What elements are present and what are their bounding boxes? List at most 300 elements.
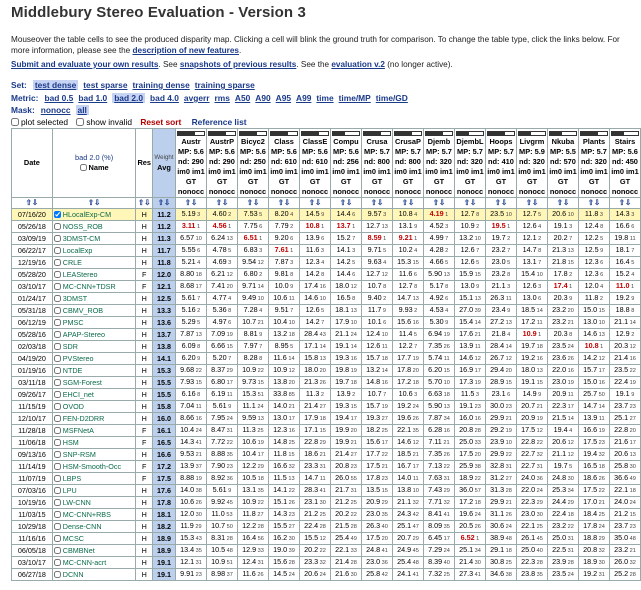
result-cell[interactable]: [454, 329, 485, 341]
result-cell[interactable]: [299, 437, 330, 449]
result-cell[interactable]: [547, 365, 578, 377]
method-name[interactable]: Dense-CNN: [62, 521, 102, 531]
result-cell[interactable]: [330, 413, 361, 425]
col-avg-header[interactable]: [153, 129, 176, 198]
result-cell[interactable]: [361, 305, 392, 317]
result-cell[interactable]: [237, 569, 268, 581]
result-cell[interactable]: [175, 341, 206, 353]
result-cell[interactable]: [547, 413, 578, 425]
col-classe-header[interactable]: [299, 129, 330, 198]
dataset-l4[interactable]: GT: [588, 177, 600, 186]
result-cell[interactable]: [392, 365, 423, 377]
result-cell[interactable]: [485, 317, 516, 329]
method-name[interactable]: EHCI_net: [62, 389, 94, 399]
dataset-l3[interactable]: im0 im1: [239, 167, 267, 176]
table-row[interactable]: [12, 437, 641, 449]
result-cell[interactable]: [578, 533, 609, 545]
result-cell[interactable]: [268, 497, 299, 509]
result-cell[interactable]: [423, 533, 454, 545]
row-name[interactable]: [52, 509, 136, 521]
col-djemb-header[interactable]: [423, 129, 454, 198]
result-cell[interactable]: [361, 533, 392, 545]
result-cell[interactable]: [578, 293, 609, 305]
row-name[interactable]: [52, 329, 136, 341]
result-cell[interactable]: [237, 221, 268, 233]
result-cell[interactable]: [175, 269, 206, 281]
table-row[interactable]: [12, 485, 641, 497]
result-cell[interactable]: [237, 245, 268, 257]
result-cell[interactable]: [175, 461, 206, 473]
result-cell[interactable]: [485, 209, 516, 221]
result-cell[interactable]: [578, 425, 609, 437]
result-cell[interactable]: [516, 437, 547, 449]
metric-option-a90[interactable]: A90: [255, 93, 271, 103]
table-row[interactable]: [12, 377, 641, 389]
sort-down-icon[interactable]: ⇩: [593, 198, 601, 207]
result-cell[interactable]: [547, 473, 578, 485]
result-cell[interactable]: [392, 305, 423, 317]
result-cell[interactable]: [485, 305, 516, 317]
result-cell[interactable]: [237, 389, 268, 401]
table-row[interactable]: [12, 449, 641, 461]
result-cell[interactable]: [485, 485, 516, 497]
result-cell[interactable]: [299, 305, 330, 317]
col-compu-header[interactable]: [330, 129, 361, 198]
sort-down-icon[interactable]: ⇩: [283, 198, 291, 207]
result-cell[interactable]: [268, 377, 299, 389]
result-cell[interactable]: [206, 461, 237, 473]
result-cell[interactable]: [516, 365, 547, 377]
result-cell[interactable]: [206, 293, 237, 305]
result-cell[interactable]: [609, 221, 640, 233]
row-checkbox[interactable]: [54, 379, 61, 386]
result-cell[interactable]: [485, 389, 516, 401]
result-cell[interactable]: [175, 209, 206, 221]
method-name[interactable]: FEN-D2DRR: [62, 413, 105, 423]
dataset-l3[interactable]: im0 im1: [487, 167, 515, 176]
result-cell[interactable]: [299, 521, 330, 533]
method-name[interactable]: APAP-Stereo: [62, 329, 105, 339]
result-cell[interactable]: [392, 233, 423, 245]
result-cell[interactable]: [485, 341, 516, 353]
method-name[interactable]: NOSS_ROB: [62, 221, 103, 231]
result-cell[interactable]: [206, 437, 237, 449]
table-row[interactable]: [12, 497, 641, 509]
evaluation-v2-link[interactable]: evaluation v.2: [331, 60, 385, 69]
table-row[interactable]: [12, 365, 641, 377]
result-cell[interactable]: [392, 245, 423, 257]
result-cell[interactable]: [423, 317, 454, 329]
result-cell[interactable]: [268, 449, 299, 461]
result-cell[interactable]: [237, 449, 268, 461]
row-checkbox[interactable]: [54, 391, 61, 398]
result-cell[interactable]: [547, 425, 578, 437]
result-cell[interactable]: [454, 377, 485, 389]
result-cell[interactable]: [423, 545, 454, 557]
result-cell[interactable]: [361, 341, 392, 353]
sort-down-icon[interactable]: ⇩: [31, 198, 39, 207]
result-cell[interactable]: [268, 305, 299, 317]
method-name[interactable]: LEAStereo: [62, 269, 98, 279]
result-cell[interactable]: [454, 317, 485, 329]
result-cell[interactable]: [547, 209, 578, 221]
result-cell[interactable]: [578, 557, 609, 569]
method-name[interactable]: LocalExp: [62, 245, 93, 255]
result-cell[interactable]: [206, 257, 237, 269]
row-name[interactable]: [52, 533, 136, 545]
result-cell[interactable]: [609, 293, 640, 305]
result-cell[interactable]: [609, 209, 640, 221]
result-cell[interactable]: [547, 485, 578, 497]
result-cell[interactable]: [175, 437, 206, 449]
result-cell[interactable]: [175, 281, 206, 293]
result-cell[interactable]: [175, 245, 206, 257]
result-cell[interactable]: [330, 305, 361, 317]
result-cell[interactable]: [485, 425, 516, 437]
result-cell[interactable]: [361, 353, 392, 365]
result-cell[interactable]: [392, 437, 423, 449]
reference-list-button[interactable]: Reference list: [191, 117, 247, 127]
result-cell[interactable]: [423, 293, 454, 305]
result-cell[interactable]: [578, 377, 609, 389]
result-cell[interactable]: [423, 497, 454, 509]
result-cell[interactable]: [547, 377, 578, 389]
result-cell[interactable]: [609, 509, 640, 521]
result-cell[interactable]: [392, 341, 423, 353]
result-cell[interactable]: [516, 221, 547, 233]
sort-up-icon[interactable]: ⇧: [618, 198, 625, 207]
result-cell[interactable]: [361, 413, 392, 425]
dataset-l4[interactable]: GT: [526, 177, 538, 186]
result-cell[interactable]: [423, 473, 454, 485]
result-cell[interactable]: [609, 233, 640, 245]
result-cell[interactable]: [423, 509, 454, 521]
result-cell[interactable]: [361, 281, 392, 293]
result-cell[interactable]: [392, 497, 423, 509]
sort-down-icon[interactable]: ⇩: [376, 198, 384, 207]
result-cell[interactable]: [361, 389, 392, 401]
set-option-training-dense[interactable]: training dense: [132, 80, 190, 90]
result-cell[interactable]: [361, 317, 392, 329]
result-cell[interactable]: [547, 461, 578, 473]
sort-up-icon[interactable]: ⇧: [432, 198, 439, 207]
result-cell[interactable]: [299, 221, 330, 233]
sort-down-icon[interactable]: ⇩: [624, 198, 632, 207]
result-cell[interactable]: [485, 245, 516, 257]
sort-arrows[interactable]: [237, 198, 268, 209]
method-name[interactable]: 3DMST: [62, 293, 88, 303]
result-cell[interactable]: [330, 209, 361, 221]
result-cell[interactable]: [392, 329, 423, 341]
result-cell[interactable]: [423, 569, 454, 581]
row-name[interactable]: [52, 473, 136, 485]
result-cell[interactable]: [206, 425, 237, 437]
result-cell[interactable]: [578, 485, 609, 497]
sort-up-icon[interactable]: ⇧: [157, 198, 164, 207]
result-cell[interactable]: [578, 365, 609, 377]
weight-bar[interactable]: [301, 131, 329, 136]
result-cell[interactable]: [609, 269, 640, 281]
result-cell[interactable]: [268, 245, 299, 257]
dataset-l3[interactable]: im0 im1: [177, 167, 205, 176]
set-option-test-sparse[interactable]: test sparse: [83, 80, 128, 90]
dataset-l4[interactable]: GT: [464, 177, 476, 186]
sort-arrows[interactable]: [153, 198, 176, 209]
weight-bar[interactable]: [270, 131, 298, 136]
result-cell[interactable]: [330, 425, 361, 437]
result-cell[interactable]: [330, 437, 361, 449]
result-cell[interactable]: [361, 485, 392, 497]
metric-option-time-mp[interactable]: time/MP: [338, 93, 371, 103]
result-cell[interactable]: [299, 425, 330, 437]
result-cell[interactable]: [206, 317, 237, 329]
result-cell[interactable]: [609, 485, 640, 497]
dataset-l4[interactable]: GT: [402, 177, 414, 186]
weight-bar[interactable]: [239, 131, 267, 136]
result-cell[interactable]: [268, 425, 299, 437]
result-cell[interactable]: [361, 401, 392, 413]
row-name[interactable]: [52, 221, 136, 233]
result-cell[interactable]: [454, 545, 485, 557]
result-cell[interactable]: [485, 413, 516, 425]
sort-up-icon[interactable]: ⇧: [184, 198, 191, 207]
result-cell[interactable]: [392, 509, 423, 521]
result-cell[interactable]: [423, 377, 454, 389]
row-checkbox[interactable]: [54, 475, 61, 482]
row-name[interactable]: [52, 461, 136, 473]
result-cell[interactable]: [361, 437, 392, 449]
table-row[interactable]: [12, 557, 641, 569]
result-cell[interactable]: [392, 461, 423, 473]
result-cell[interactable]: [516, 401, 547, 413]
result-cell[interactable]: [175, 233, 206, 245]
result-cell[interactable]: [423, 389, 454, 401]
sort-arrows[interactable]: [268, 198, 299, 209]
method-name[interactable]: MCSC: [62, 533, 84, 543]
result-cell[interactable]: [175, 413, 206, 425]
result-cell[interactable]: [206, 533, 237, 545]
result-cell[interactable]: [485, 221, 516, 233]
result-cell[interactable]: [268, 353, 299, 365]
result-cell[interactable]: [175, 521, 206, 533]
result-cell[interactable]: [547, 449, 578, 461]
table-row[interactable]: [12, 509, 641, 521]
result-cell[interactable]: [547, 245, 578, 257]
result-cell[interactable]: [268, 329, 299, 341]
result-cell[interactable]: [330, 377, 361, 389]
result-cell[interactable]: [299, 269, 330, 281]
table-row[interactable]: [12, 329, 641, 341]
result-cell[interactable]: [516, 245, 547, 257]
result-cell[interactable]: [485, 569, 516, 581]
row-checkbox[interactable]: [54, 367, 61, 374]
result-cell[interactable]: [609, 305, 640, 317]
result-cell[interactable]: [206, 485, 237, 497]
row-name[interactable]: [52, 389, 136, 401]
sort-arrows[interactable]: [361, 198, 392, 209]
sort-up-icon[interactable]: ⇧: [277, 198, 284, 207]
method-name[interactable]: CRLE: [62, 257, 82, 267]
result-cell[interactable]: [361, 245, 392, 257]
result-cell[interactable]: [206, 389, 237, 401]
row-name[interactable]: [52, 413, 136, 425]
result-cell[interactable]: [268, 281, 299, 293]
method-name[interactable]: LBPS: [62, 473, 82, 483]
result-cell[interactable]: [330, 509, 361, 521]
dataset-l3[interactable]: im0 im1: [456, 167, 484, 176]
row-checkbox[interactable]: [54, 307, 61, 314]
result-cell[interactable]: [175, 317, 206, 329]
result-cell[interactable]: [330, 545, 361, 557]
result-cell[interactable]: [516, 305, 547, 317]
result-cell[interactable]: [392, 533, 423, 545]
result-cell[interactable]: [237, 353, 268, 365]
result-cell[interactable]: [516, 329, 547, 341]
result-cell[interactable]: [268, 401, 299, 413]
sort-arrows[interactable]: [12, 198, 53, 209]
result-cell[interactable]: [330, 293, 361, 305]
result-cell[interactable]: [361, 569, 392, 581]
result-cell[interactable]: [516, 521, 547, 533]
result-cell[interactable]: [392, 545, 423, 557]
method-name[interactable]: MSFNetA: [62, 425, 94, 435]
result-cell[interactable]: [361, 269, 392, 281]
result-cell[interactable]: [547, 509, 578, 521]
metric-option-bad-1-0[interactable]: bad 1.0: [78, 93, 108, 103]
result-cell[interactable]: [392, 401, 423, 413]
result-cell[interactable]: [578, 257, 609, 269]
result-cell[interactable]: [578, 209, 609, 221]
result-cell[interactable]: [237, 269, 268, 281]
row-checkbox[interactable]: [54, 523, 61, 530]
sort-down-icon[interactable]: ⇩: [252, 198, 260, 207]
result-cell[interactable]: [268, 233, 299, 245]
col-crusa-header[interactable]: [361, 129, 392, 198]
result-cell[interactable]: [454, 497, 485, 509]
result-cell[interactable]: [609, 329, 640, 341]
result-cell[interactable]: [392, 269, 423, 281]
result-cell[interactable]: [206, 521, 237, 533]
result-cell[interactable]: [268, 257, 299, 269]
result-cell[interactable]: [609, 389, 640, 401]
metric-option-bad-4-0[interactable]: bad 4.0: [150, 93, 179, 103]
result-cell[interactable]: [268, 509, 299, 521]
result-cell[interactable]: [609, 245, 640, 257]
result-cell[interactable]: [485, 353, 516, 365]
result-cell[interactable]: [330, 365, 361, 377]
result-cell[interactable]: [175, 353, 206, 365]
result-cell[interactable]: [578, 341, 609, 353]
result-cell[interactable]: [578, 317, 609, 329]
plot-selected-option[interactable]: [11, 117, 68, 127]
row-name[interactable]: [52, 497, 136, 509]
method-name[interactable]: CBMBNet: [62, 545, 95, 555]
result-cell[interactable]: [609, 473, 640, 485]
result-cell[interactable]: [330, 557, 361, 569]
result-cell[interactable]: [330, 497, 361, 509]
result-cell[interactable]: [578, 473, 609, 485]
result-cell[interactable]: [454, 449, 485, 461]
sort-up-icon[interactable]: ⇧: [401, 198, 408, 207]
result-cell[interactable]: [299, 569, 330, 581]
result-cell[interactable]: [485, 557, 516, 569]
row-checkbox[interactable]: [54, 547, 61, 554]
metric-option-a95[interactable]: A95: [275, 93, 292, 103]
sort-arrows[interactable]: [454, 198, 485, 209]
table-row[interactable]: [12, 389, 641, 401]
result-cell[interactable]: [175, 377, 206, 389]
result-cell[interactable]: [423, 413, 454, 425]
row-checkbox[interactable]: [54, 535, 61, 542]
result-cell[interactable]: [578, 545, 609, 557]
weight-bar[interactable]: [518, 131, 546, 136]
method-name[interactable]: HSM-Smooth-Occ: [62, 461, 122, 471]
weight-bar[interactable]: [363, 131, 391, 136]
result-cell[interactable]: [361, 509, 392, 521]
table-row[interactable]: [12, 209, 641, 221]
table-row[interactable]: [12, 425, 641, 437]
table-row[interactable]: [12, 341, 641, 353]
result-cell[interactable]: [392, 389, 423, 401]
result-cell[interactable]: [299, 473, 330, 485]
result-cell[interactable]: [175, 569, 206, 581]
result-cell[interactable]: [206, 377, 237, 389]
result-cell[interactable]: [423, 341, 454, 353]
result-cell[interactable]: [237, 521, 268, 533]
mask-option-nonocc[interactable]: nonocc: [40, 105, 71, 115]
result-cell[interactable]: [237, 305, 268, 317]
result-cell[interactable]: [547, 233, 578, 245]
result-cell[interactable]: [299, 257, 330, 269]
result-cell[interactable]: [547, 557, 578, 569]
result-cell[interactable]: [237, 545, 268, 557]
sort-down-icon[interactable]: ⇩: [94, 198, 101, 207]
result-cell[interactable]: [392, 485, 423, 497]
result-cell[interactable]: [268, 269, 299, 281]
result-cell[interactable]: [392, 413, 423, 425]
result-cell[interactable]: [361, 293, 392, 305]
result-cell[interactable]: [609, 545, 640, 557]
set-option-training-sparse[interactable]: training sparse: [194, 80, 255, 90]
result-cell[interactable]: [485, 401, 516, 413]
result-cell[interactable]: [392, 317, 423, 329]
result-cell[interactable]: [516, 545, 547, 557]
result-cell[interactable]: [299, 401, 330, 413]
result-cell[interactable]: [361, 545, 392, 557]
result-cell[interactable]: [578, 401, 609, 413]
row-checkbox[interactable]: [54, 463, 61, 470]
sort-down-icon[interactable]: ⇩: [190, 198, 198, 207]
row-name[interactable]: [52, 449, 136, 461]
table-row[interactable]: [12, 293, 641, 305]
table-row[interactable]: [12, 473, 641, 485]
result-cell[interactable]: [609, 521, 640, 533]
result-cell[interactable]: [330, 245, 361, 257]
result-cell[interactable]: [237, 413, 268, 425]
result-cell[interactable]: [392, 209, 423, 221]
metric-option-bad-2-0[interactable]: bad 2.0: [114, 93, 144, 103]
result-cell[interactable]: [423, 257, 454, 269]
result-cell[interactable]: [175, 545, 206, 557]
table-row[interactable]: [12, 461, 641, 473]
weight-bar[interactable]: [208, 131, 236, 136]
result-cell[interactable]: [516, 449, 547, 461]
result-cell[interactable]: [547, 341, 578, 353]
set-option-test-dense[interactable]: test dense: [34, 80, 77, 90]
result-cell[interactable]: [454, 473, 485, 485]
result-cell[interactable]: [392, 377, 423, 389]
result-cell[interactable]: [609, 413, 640, 425]
